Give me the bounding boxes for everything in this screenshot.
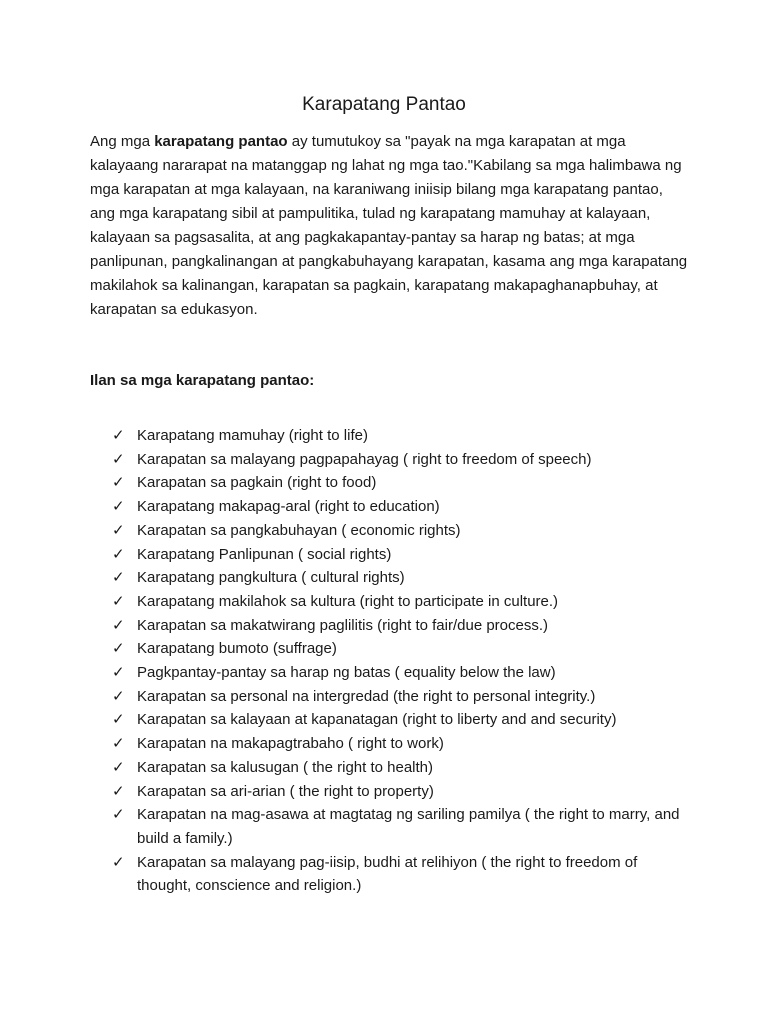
rights-list-item (112, 685, 692, 709)
checkmark-icon: ✓ (112, 545, 125, 563)
checkmark-icon: ✓ (112, 592, 125, 610)
rights-list-item (112, 448, 692, 472)
checkmark-icon: ✓ (112, 569, 125, 587)
rights-item-text: Karapatan sa pagkain (right to food) (137, 474, 377, 492)
rights-item-text: Pagkpantay-pantay sa harap ng batas ( equality below the law) (137, 664, 556, 682)
rights-item-text: Karapatan sa personal na intergredad (the right to personal integrity.) (137, 687, 596, 705)
rights-item-text: Karapatan sa kalusugan ( the right to health) (137, 758, 434, 776)
rights-list-item (112, 424, 692, 448)
rights-list (112, 424, 692, 898)
checkmark-icon: ✓ (112, 616, 125, 634)
rights-item-text: Karapatang makilahok sa kultura (right to participate in culture.) (137, 592, 559, 610)
rights-list-item (112, 732, 692, 756)
checkmark-icon: ✓ (112, 687, 125, 705)
checkmark-icon: ✓ (112, 782, 125, 800)
checkmark-icon: ✓ (112, 521, 125, 539)
rights-item-text: Karapatan sa malayang pag-iisip, budhi at relihiyon ( the right to freedom of thought, conscience and religion.) (137, 853, 638, 895)
rights-list-item (112, 495, 692, 519)
checkmark-icon: ✓ (112, 664, 125, 682)
list-heading: Ilan sa mga karapatang pantao: (90, 372, 315, 389)
rights-item-text: Karapatan sa makatwirang paglilitis (right to fair/due process.) (137, 616, 549, 634)
rights-item-text: Karapatan sa kalayaan at kapanatagan (right to liberty and and security) (137, 711, 617, 729)
rights-item-text: Karapatan na mag-asawa at magtatag ng sariling pamilya ( the right to marry, and build a family.) (137, 806, 680, 847)
rights-list-item (112, 637, 692, 661)
rights-item-text: Karapatang pangkultura ( cultural rights) (137, 569, 405, 587)
rights-item-text: Karapatan sa ari-arian ( the right to property) (137, 782, 434, 800)
rights-list-item (112, 614, 692, 638)
rights-list-item (112, 851, 692, 898)
checkmark-icon: ✓ (112, 474, 125, 492)
checkmark-icon: ✓ (112, 640, 125, 658)
rights-item-text: Karapatang Panlipunan ( social rights) (137, 545, 392, 563)
rights-list-item (112, 543, 692, 567)
rights-item-text: Karapatan sa malayang pagpapahayag ( right to freedom of speech) (137, 450, 592, 468)
intro-paragraph (90, 130, 690, 322)
checkmark-icon: ✓ (112, 711, 125, 729)
rights-list-item (112, 803, 692, 850)
rights-item-text: Karapatang bumoto (suffrage) (137, 640, 337, 658)
checkmark-icon: ✓ (112, 735, 125, 753)
rights-list-item (112, 590, 692, 614)
rights-list-item (112, 708, 692, 732)
rights-item-text: Karapatan sa pangkabuhayan ( economic rights) (137, 521, 461, 539)
checkmark-icon: ✓ (112, 806, 125, 824)
rights-item-text: Karapatang makapag-aral (right to education) (137, 498, 440, 516)
rights-list-item (112, 780, 692, 804)
rights-list-item (112, 756, 692, 780)
checkmark-icon: ✓ (112, 498, 125, 516)
checkmark-icon: ✓ (112, 450, 125, 468)
intro-term: karapatang pantao (154, 133, 288, 150)
document-title: Karapatang Pantao (302, 94, 466, 115)
rights-list-item (112, 566, 692, 590)
checkmark-icon: ✓ (112, 427, 125, 444)
intro-rest: ay tumutukoy sa "payak na mga karapatan at mga kalayaang nararapat na matanggap ng lahat ng mga tao."Kabilang sa mga halimbawa ng mga karapatan at mga kalayaan, na karaniwang iniisip bilang mga karapatang pantao, ang mga karapatang sibil at pampulitika, tulad ng karapatang mamuhay at kalayaan, kalayaan sa pagsasalita, at ang pagkakapantay-pantay sa harap ng batas; at mga panlipunan, pangkalinangan at pangkabuhayang karapatan, kasama ang mga karapatang makilahok sa kalinangan, karapatan sa pagkain, karapatang makapaghanapbuhay, at karapatan sa edukasyon. (90, 133, 688, 318)
checkmark-icon: ✓ (112, 853, 125, 871)
intro-lead: Ang mga (90, 133, 155, 150)
rights-list-item (112, 519, 692, 543)
rights-list-item (112, 471, 692, 495)
rights-list-item (112, 661, 692, 685)
rights-item-text: Karapatan na makapagtrabaho ( right to work) (137, 735, 444, 753)
rights-item-text: Karapatang mamuhay (right to life) (137, 427, 368, 444)
checkmark-icon: ✓ (112, 758, 125, 776)
